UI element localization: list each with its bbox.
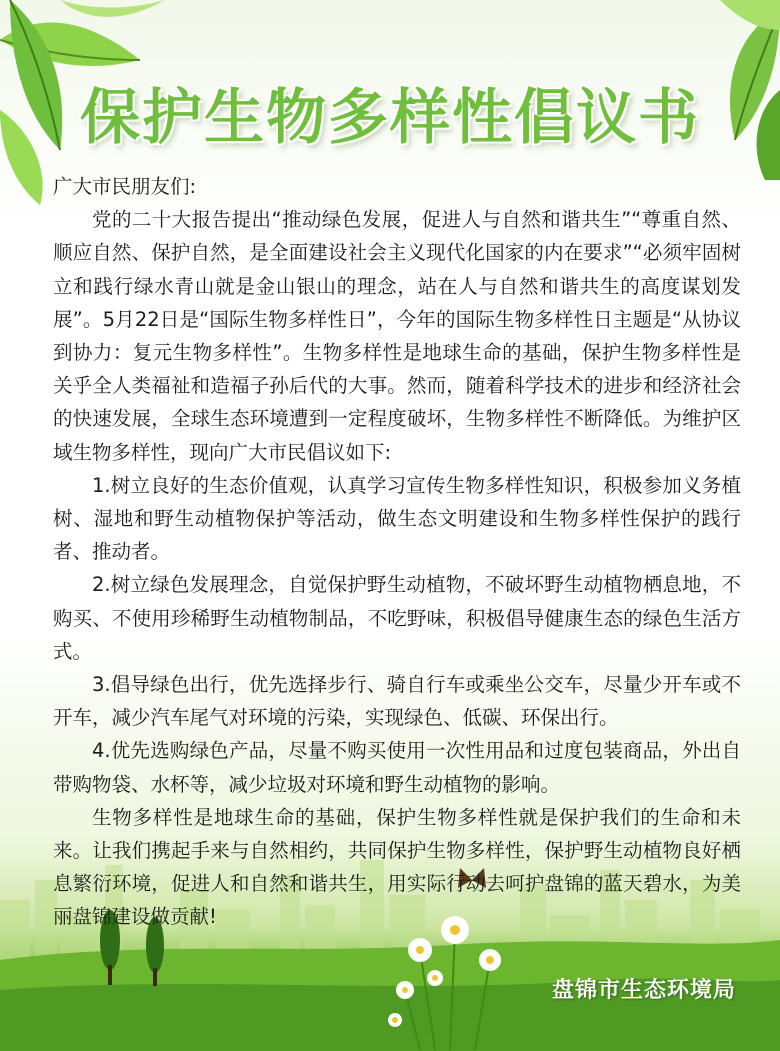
- closing-paragraph: 生物多样性是地球生命的基础，保护生物多样性就是保护我们的生命和未来。让我们携起手来与自然相约，共同保护生物多样性，保护野生动植物良好栖息繁衍环境，促进人和自然和谐共生，用实际行动去呵护盘锦的蓝天碧水，为美丽盘锦建设做贡献!: [53, 805, 741, 929]
- proposal-item-2: 2.树立绿色发展理念，自觉保护野生动植物，不破坏野生动植物栖息地，不购买、不使用珍稀野生动植物制品，不吃野味，积极倡导健康生态的绿色生活方式。: [53, 573, 741, 663]
- page-title: 保护生物多样性倡议书: [80, 83, 700, 153]
- proposal-item-1: 1.树立良好的生态价值观，认真学习宣传生物多样性知识，积极参加义务植树、湿地和野生动植物保护等活动，做生态文明建设和生物多样性保护的践行者、推动者。: [53, 473, 741, 564]
- greeting: 广大市民朋友们:: [53, 175, 197, 198]
- proposal-item-4: 4.优先选购绿色产品，尽量不购买使用一次性用品和过度包装商品，外出自带购物袋、水杯等，减少垃圾对环境和野生动植物的影响。: [53, 739, 741, 796]
- signature: 盘锦市生态环境局: [551, 978, 736, 1003]
- proposal-body: [53, 170, 741, 934]
- intro-paragraph: 党的二十大报告提出“推动绿色发展，促进人与自然和谐共生”“尊重自然、顺应自然、保护自然，是全面建设社会主义现代化国家的内在要求”“必须牢固树立和践行绿水青山就是金山银山的理念，站在人与自然和谐共生的高度谋划发展”。5月22日是“国际生物多样性日”，今年的国际生物多样性日主题是“从协议到协力：复元生物多样性”。生物多样性是地球生命的基础，保护生物多样性是关乎全人类福祉和造福子孙后代的大事。然而，随着科学技术的进步和经济社会的快速发展，全球生态环境遭到一定程度破坏，生物多样性不断降低。为维护区域生物多样性，现向广大市民倡议如下:: [53, 208, 741, 464]
- proposal-item-3: 3.倡导绿色出行，优先选择步行、骑自行车或乘坐公交车，尽量少开车或不开车，减少汽车尾气对环境的污染，实现绿色、低碳、环保出行。: [53, 673, 741, 730]
